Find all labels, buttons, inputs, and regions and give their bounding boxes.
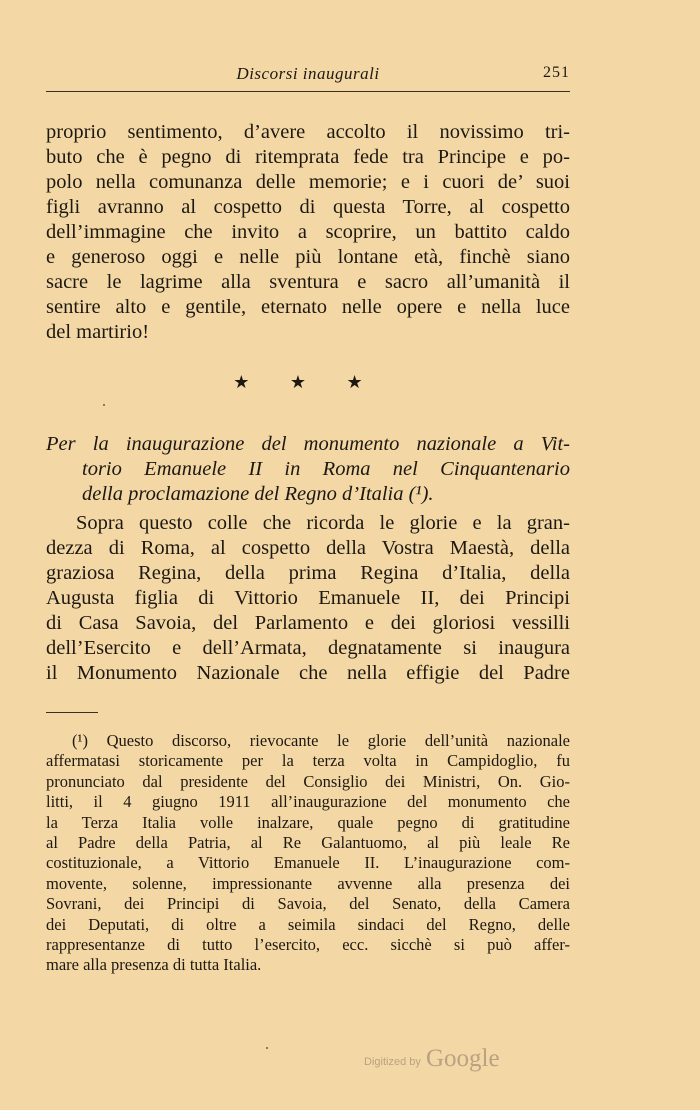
google-watermark-logo: Google	[426, 1045, 500, 1072]
paper-speck	[103, 404, 105, 406]
footnote-line: pronunciato dal presidente del Consiglio dei Ministri, On. Gio-	[46, 771, 570, 791]
footnote-line: costituzionale, a Vittorio Emanuele II. L’inaugurazione com-	[46, 853, 570, 873]
running-header	[46, 64, 570, 94]
text-line: dezza di Roma, al cospetto della Vostra Maestà, della	[46, 537, 570, 559]
text-line: polo nella comunanza delle memorie; e i cuori de’ suoi	[46, 171, 570, 193]
footnote-line: movente, solenne, impressionante avvenne alla presenza dei	[46, 873, 570, 893]
text-line: il Monumento Nazionale che nella effigie del Padre	[46, 662, 570, 684]
text-line: del martirio!	[46, 321, 150, 343]
digitized-by-label: Digitized by	[364, 1056, 421, 1068]
header-rule	[46, 91, 570, 92]
paper-speck	[266, 1047, 268, 1049]
heading-line: torio Emanuele II in Roma nel Cinquantenario	[82, 458, 570, 480]
header-title: Discorsi inaugurali	[236, 64, 380, 83]
heading-line: Per la inaugurazione del monumento nazionale a Vit-	[46, 433, 570, 455]
footnote-line: (¹) Questo discorso, rievocante le glorie dell’unità nazionale	[72, 731, 570, 750]
footnote-line: la Terza Italia volle inalzare, quale pegno di gratitudine	[46, 812, 570, 832]
footnote-line: rappresentanze di tutto l’esercito, ecc. sicchè si può affer-	[46, 935, 570, 955]
text-line: Augusta figlia di Vittorio Emanuele II, dei Principi	[46, 587, 570, 609]
heading-line: della proclamazione del Regno d’Italia (¹).	[82, 483, 434, 505]
text-line: figli avranno al cospetto di questa Torre, al cospetto	[46, 196, 570, 218]
page-number: 251	[543, 64, 570, 81]
footnote-line: Sovrani, dei Principi di Savoia, del Senato, della Camera	[46, 894, 570, 914]
section-heading	[46, 432, 570, 507]
paragraph-closing-speech	[46, 120, 570, 345]
text-line: dell’Esercito e dell’Armata, degnatamente si inaugura	[46, 637, 570, 659]
text-line: di Casa Savoia, del Parlamento e dei gloriosi vessilli	[46, 612, 570, 634]
text-line: sacre le lagrime alla sventura e sacro all’umanità il	[46, 271, 570, 293]
footnote	[46, 731, 570, 976]
section-separator-stars: ★ ★ ★	[233, 372, 381, 392]
text-line: e generoso oggi e nelle più lontane età, finchè siano	[46, 246, 570, 268]
footnote-line: litti, il 4 giugno 1911 all’inaugurazione del monumento che	[46, 792, 570, 812]
paragraph-speech-opening	[46, 511, 570, 686]
footnote-rule	[46, 712, 98, 713]
footnote-line: dei Deputati, di oltre a seimila sindaci del Regno, delle	[46, 914, 570, 934]
text-line: sentire alto e gentile, eternato nelle opere e nella luce	[46, 296, 570, 318]
text-line: graziosa Regina, della prima Regina d’Italia, della	[46, 562, 570, 584]
text-line: dell’immagine che invito a scoprire, un battito caldo	[46, 221, 570, 243]
text-line: buto che è pegno di ritemprata fede tra Principe e po-	[46, 146, 570, 168]
footnote-line: al Padre della Patria, al Re Galantuomo, al più leale Re	[46, 833, 570, 853]
footnote-line: affermatasi storicamente per la terza volta in Campidoglio, fu	[46, 751, 570, 771]
footnote-line: mare alla presenza di tutta Italia.	[46, 955, 262, 975]
text-line: Sopra questo colle che ricorda le glorie e la gran-	[76, 512, 570, 534]
text-line: proprio sentimento, d’avere accolto il novissimo tri-	[46, 121, 570, 143]
